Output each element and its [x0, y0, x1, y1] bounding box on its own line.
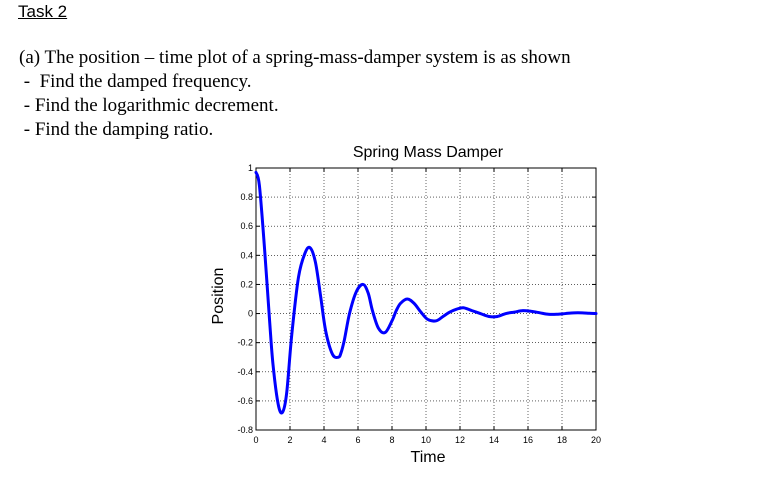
question-item-logarithmic-decrement: - Find the logarithmic decrement.	[19, 95, 279, 116]
question-intro: (a) The position – time plot of a spring-mass-damper system is as shown	[19, 47, 571, 68]
x-tick-label: 0	[253, 435, 259, 445]
question-item-damping-ratio: - Find the damping ratio.	[19, 119, 214, 140]
position-series-line	[256, 172, 596, 413]
question-item-damped-frequency: - Find the damped frequency.	[19, 71, 252, 92]
x-tick-label: 16	[522, 435, 534, 445]
x-tick-label: 4	[321, 435, 327, 445]
y-tick-label: -0.8	[237, 425, 253, 435]
axis-ticks	[237, 163, 601, 445]
task-heading: Task 2	[18, 2, 68, 21]
y-tick-label: -0.4	[237, 366, 253, 377]
y-tick-label: 0.8	[240, 192, 253, 203]
x-axis-label: Time	[410, 449, 446, 466]
chart-title: Spring Mass Damper	[352, 144, 504, 161]
grid-lines	[256, 168, 596, 430]
x-tick-label: 14	[488, 435, 500, 445]
x-tick-label: 8	[389, 435, 395, 445]
x-tick-label: 12	[454, 435, 466, 445]
series-layer	[256, 172, 596, 413]
y-axis-label: Position	[210, 267, 227, 325]
x-tick-label: 10	[420, 435, 432, 445]
x-tick-label: 6	[355, 435, 361, 445]
y-tick-label: 0.2	[240, 279, 253, 290]
x-tick-label: 18	[556, 435, 568, 445]
y-tick-label: 1	[247, 163, 253, 173]
y-tick-label: 0.6	[240, 221, 253, 232]
y-tick-label: 0	[247, 308, 253, 319]
y-tick-label: 0.4	[240, 250, 253, 261]
x-tick-label: 2	[287, 435, 293, 445]
x-tick-label: 20	[590, 435, 602, 445]
y-tick-label: -0.2	[237, 337, 253, 348]
y-tick-label: -0.6	[237, 395, 253, 406]
